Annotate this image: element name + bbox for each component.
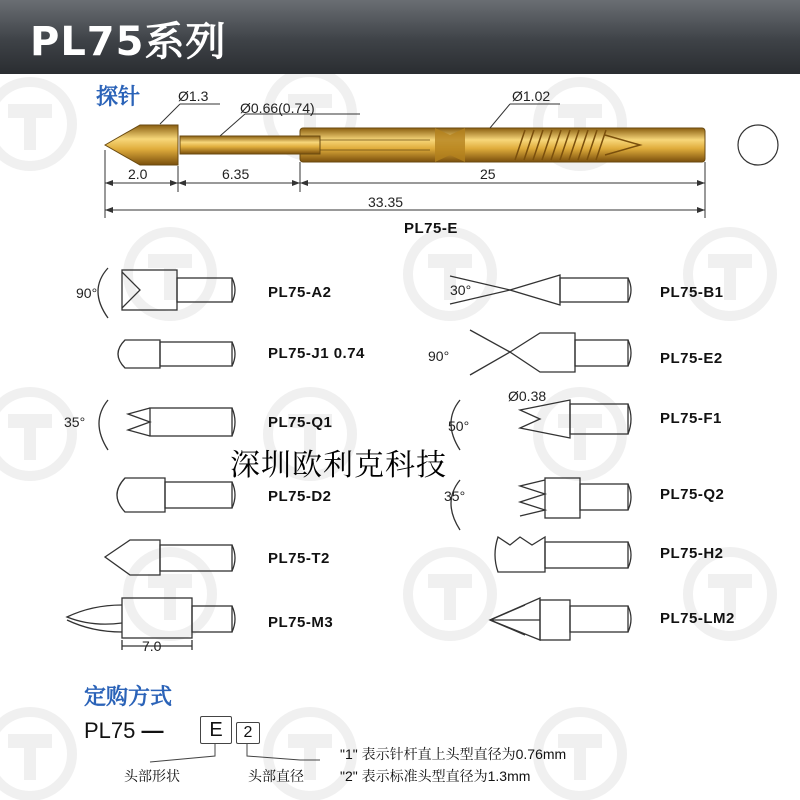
tip-label-q1: PL75-Q1 (268, 414, 333, 431)
head-shape-label: 头部形状 (124, 768, 180, 784)
tip-label-h2: PL75-H2 (660, 545, 724, 562)
section-title-probe: 探针 (96, 85, 141, 110)
tip-label-a2: PL75-A2 (268, 284, 332, 301)
dim-m3: 7.0 (142, 638, 162, 654)
overlay-company-text: 深圳欧利克科技 (230, 448, 447, 483)
angle-f1: 50° (448, 418, 470, 434)
order-prefix: PL75 — (84, 718, 164, 743)
tip-label-lm2: PL75-LM2 (660, 610, 735, 627)
dim-len-barrel: 25 (480, 166, 496, 182)
angle-q2: 35° (444, 488, 466, 504)
order-dia-code-box: 2 (236, 722, 260, 744)
order-note-1: "1" 表示针杆直上头型直径为0.76mm (340, 746, 567, 762)
section-title-ordering: 定购方式 (84, 685, 173, 710)
angle-e2: 90° (428, 348, 450, 364)
tip-label-d2: PL75-D2 (268, 488, 332, 505)
dim-shaft-dia: Ø0.66(0.74) (240, 100, 315, 116)
dim-len-shaft: 6.35 (222, 166, 250, 182)
dim-len-total: 33.35 (368, 194, 404, 210)
tip-label-j1: PL75-J1 0.74 (268, 345, 365, 362)
tip-label-m3: PL75-M3 (268, 614, 334, 631)
tip-label-b1: PL75-B1 (660, 284, 724, 301)
tip-label-q2: PL75-Q2 (660, 486, 725, 503)
angle-q1: 35° (64, 414, 86, 430)
angle-a2: 90° (76, 285, 98, 301)
order-prefix-text: PL75 (84, 718, 136, 743)
angle-b1: 30° (450, 282, 472, 298)
dim-barrel-dia: Ø1.02 (512, 88, 551, 104)
head-dia-label: 头部直径 (248, 768, 304, 784)
dim-f1: Ø0.38 (508, 388, 547, 404)
order-head-code-box: E (200, 716, 232, 744)
dim-len-tip: 2.0 (128, 166, 148, 182)
tip-label-f1: PL75-F1 (660, 410, 722, 427)
order-note-2: "2" 表示标准头型直径为1.3mm (340, 768, 531, 784)
tip-label-t2: PL75-T2 (268, 550, 330, 567)
dim-head-dia: Ø1.3 (178, 88, 209, 104)
tip-label-e2: PL75-E2 (660, 350, 723, 367)
probe-model-label: PL75-E (404, 220, 458, 237)
page-title: PL75系列 (30, 19, 227, 65)
